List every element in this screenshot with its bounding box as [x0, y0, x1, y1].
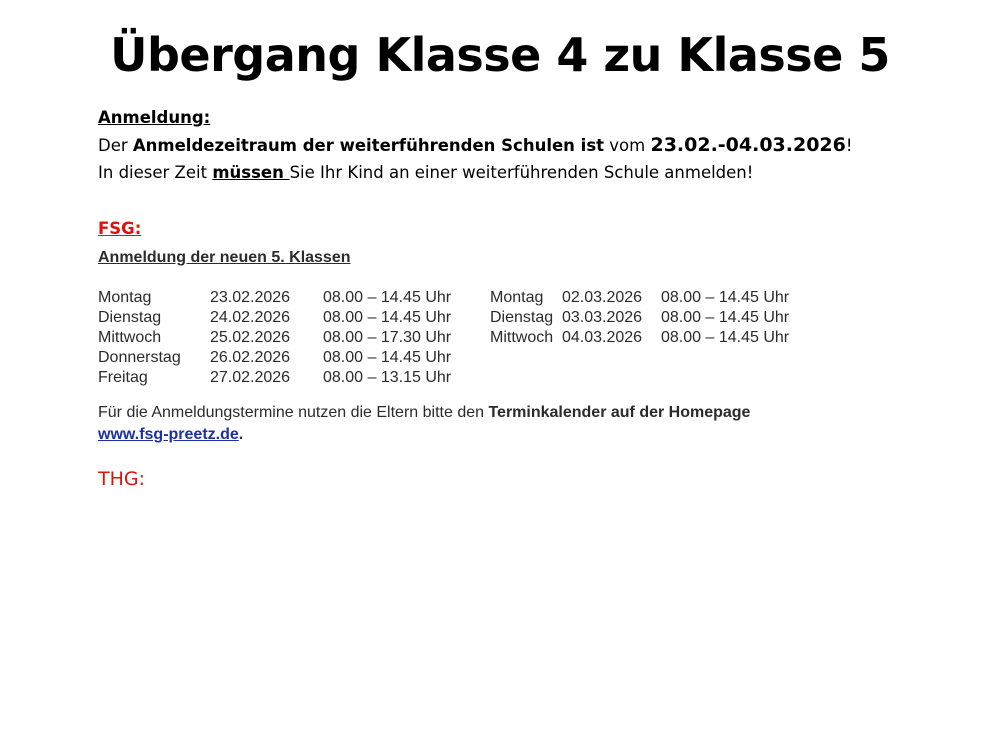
- schedule-date: 03.03.2026: [562, 309, 643, 326]
- fsg-heading: FSG:: [98, 219, 142, 238]
- line2-text: In dieser Zeit: [98, 163, 213, 182]
- schedule-day: Montag: [490, 289, 544, 306]
- schedule-day: Montag: [98, 289, 152, 306]
- fsg-schedule-title: Anmeldung der neuen 5. Klassen: [98, 249, 351, 266]
- schedule-row: [98, 349, 808, 369]
- schedule-day: Mittwoch: [98, 329, 162, 346]
- registration-date-range: 23.02.-04.03.2026: [650, 134, 846, 156]
- schedule-date: 24.02.2026: [210, 309, 291, 326]
- registration-requirement-line: [98, 160, 938, 186]
- line1-text: Der: [98, 136, 133, 155]
- line1-bold-text: Anmeldezeitraum der weiterführenden Schulen ist: [132, 136, 605, 155]
- schedule-row: [98, 289, 808, 309]
- schedule-date: 04.03.2026: [562, 329, 643, 346]
- schedule-time: 08.00 – 14.45 Uhr: [661, 289, 790, 306]
- schedule-time: 08.00 – 14.45 Uhr: [661, 309, 790, 326]
- schedule-date: 02.03.2026: [562, 289, 643, 306]
- line1-text-3: !: [845, 136, 853, 155]
- fsg-note: [98, 404, 750, 422]
- schedule-row: [98, 329, 808, 349]
- anmeldung-heading: Anmeldung:: [98, 108, 211, 127]
- schedule-time: 08.00 – 17.30 Uhr: [323, 329, 452, 346]
- fsg-note-text: Für die Anmeldungstermine nutzen die Eltern bitte den: [98, 404, 489, 421]
- schedule-row: [98, 369, 808, 389]
- fsg-homepage-link[interactable]: www.fsg-preetz.de: [98, 426, 239, 443]
- fsg-note-bold: Terminkalender auf der Homepage: [488, 404, 751, 421]
- schedule-day: Donnerstag: [98, 349, 181, 366]
- schedule-time: 08.00 – 13.15 Uhr: [323, 369, 452, 386]
- schedule-day: Mittwoch: [490, 329, 554, 346]
- schedule-time: 08.00 – 14.45 Uhr: [661, 329, 790, 346]
- schedule-time: 08.00 – 14.45 Uhr: [323, 309, 452, 326]
- fsg-link-line: [98, 426, 243, 444]
- schedule-date: 25.02.2026: [210, 329, 291, 346]
- fsg-schedule-scan: [98, 244, 808, 460]
- schedule-time: 08.00 – 14.45 Uhr: [323, 289, 452, 306]
- schedule-row: [98, 309, 808, 329]
- schedule-date: 26.02.2026: [210, 349, 291, 366]
- page-title: Übergang Klasse 4 zu Klasse 5: [110, 28, 890, 82]
- line2-text-2: Sie Ihr Kind an einer weiterführenden Schule anmelden!: [289, 163, 754, 182]
- line2-emphasis: müssen: [212, 163, 290, 182]
- thg-heading: THG:: [98, 468, 146, 490]
- schedule-day: Dienstag: [98, 309, 162, 326]
- registration-period-line: [98, 132, 938, 159]
- schedule-day: Dienstag: [490, 309, 554, 326]
- schedule-date: 27.02.2026: [210, 369, 291, 386]
- schedule-date: 23.02.2026: [210, 289, 291, 306]
- schedule-day: Freitag: [98, 369, 148, 386]
- fsg-link-suffix: .: [238, 426, 244, 443]
- schedule-time: 08.00 – 14.45 Uhr: [323, 349, 452, 366]
- line1-text-2: vom: [604, 136, 651, 155]
